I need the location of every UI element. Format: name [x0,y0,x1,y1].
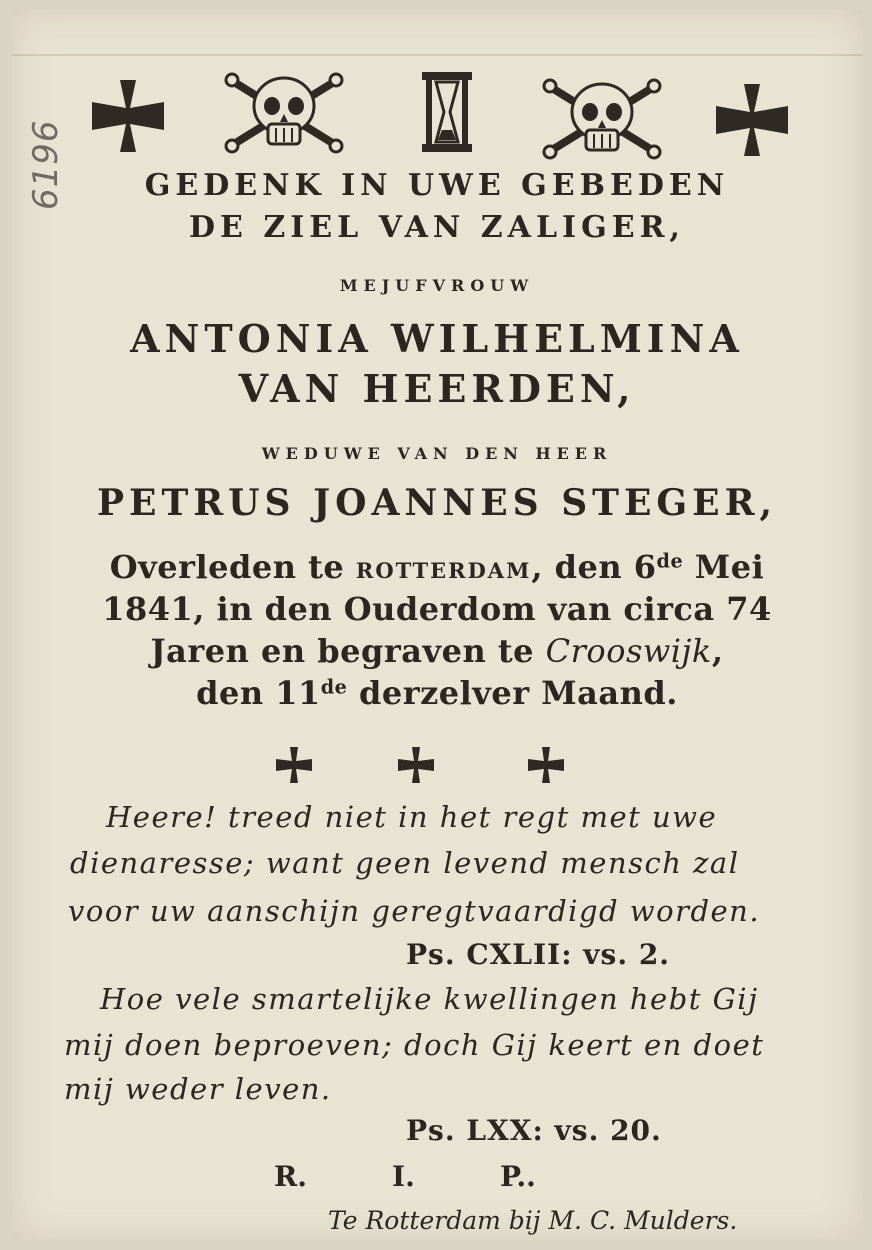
hourglass-icon [420,70,474,154]
rip-r: R. [274,1160,308,1193]
text-segment: , [711,632,724,670]
cross-pattee-icon [714,82,790,158]
printer-imprint: Te Rotterdam bij M. C. Mulders. [328,1206,738,1235]
verse2-line-2: mij doen beproeven; doch Gij keert en doet [64,1028,765,1062]
deceased-name-line-1: ANTONIA WILHELMINA [130,316,744,361]
husband-name: PETRUS JOANNES STEGER, [96,482,778,524]
skull-crossbones-icon [222,70,346,154]
verse2-line-3: mij weder leven. [64,1072,332,1106]
place-rotterdam: ROTTERDAM [355,558,532,583]
cross-pattee-icon [90,78,166,154]
verse1-line-1: Heere! treed niet in het regt met uwe [106,800,718,834]
widow-label: WEDUWE VAN DEN HEER [261,444,613,463]
ordinal-suffix: de [320,675,348,699]
small-cross-icon [526,745,566,785]
verse1-line-2: dienaresse; want geen levend mensch zal [70,846,740,880]
header-line-1: GEDENK IN UWE GEBEDEN [144,168,730,203]
death-details-line-1 [12,548,862,586]
death-details-line-4 [12,674,862,712]
skull-crossbones-icon [540,76,664,160]
verse1-reference: Ps. CXLII: vs. 2. [406,938,671,971]
small-cross-icon [274,745,314,785]
place-crooswijk: Crooswijk [545,632,712,670]
text-segment: den 11 [196,674,321,712]
death-details-line-2: 1841, in den Ouderdom van circa 74 [102,590,772,628]
memorial-card [12,10,862,1240]
handwritten-number: 6196 [26,119,66,210]
text-segment: Jaren en begraven te [150,632,546,670]
small-crosses-row [12,745,862,795]
small-cross-icon [396,745,436,785]
ordinal-suffix: de [656,549,684,573]
text-segment: derzelver Maand. [347,674,678,712]
rip-i: I. [392,1160,415,1193]
text-segment: Mei [683,548,765,586]
verse2-reference: Ps. LXX: vs. 20. [406,1114,662,1147]
rip-p: P.. [500,1160,536,1193]
verse1-line-3: voor uw aanschijn geregtvaardigd worden. [68,894,761,928]
death-details-line-3 [12,632,862,670]
header-line-2: DE ZIEL VAN ZALIGER, [189,210,685,245]
ornament-row [12,70,862,170]
paper-crease [12,54,862,56]
text-segment: , den 6 [531,548,657,586]
verse2-line-1: Hoe vele smartelijke kwellingen hebt Gij [100,982,759,1016]
text-segment: Overleden te [109,548,356,586]
deceased-name-line-2: VAN HEERDEN, [238,366,636,411]
title-label: MEJUFVROUW [339,276,535,295]
